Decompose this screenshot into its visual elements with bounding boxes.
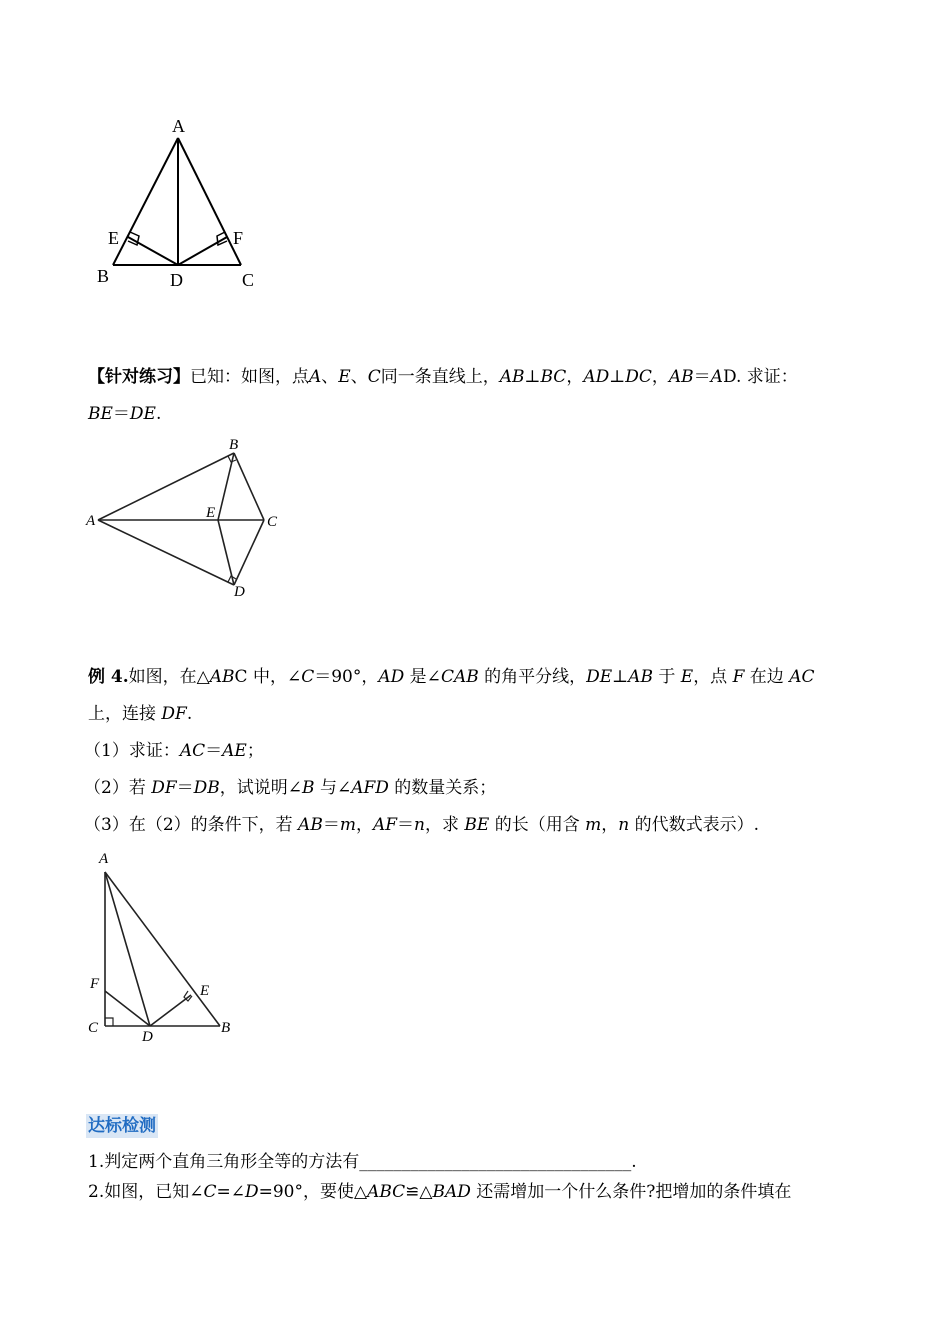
checkpoint-question-1: 1.判定两个直角三角形全等的方法有________________________________.: [88, 1152, 637, 1172]
example4-question-3: （3）在（2）的条件下，若 AB＝m，AF＝n，求 BE 的长（用含 m，n 的代数式表示）.: [84, 815, 759, 835]
figure-1-isosceles-triangle: [90, 110, 270, 295]
segment-DC: [234, 520, 264, 585]
example4-question-1: （1）求证：AC＝AE；: [84, 741, 264, 761]
right-angle-mark-C: [105, 1018, 113, 1026]
checkpoint-question-2: 2.如图，已知∠C=∠D=90°，要使△ABC≌△BAD 还需增加一个什么条件?把增加的条件填在: [88, 1182, 792, 1202]
example4-tag: 例 4.: [88, 667, 129, 687]
segment-DF: [178, 237, 227, 265]
label-B: B: [221, 1020, 231, 1036]
label-F: F: [90, 976, 100, 992]
figure-3-svg: [84, 845, 244, 1050]
label-B: B: [229, 437, 239, 453]
label-C: C: [242, 270, 255, 290]
practice-line-1: 【针对练习】已知：如图，点A、E、C同一条直线上，AB⊥BC，AD⊥DC，AB＝AD. 求证：: [88, 367, 798, 387]
segment-BC: [234, 453, 264, 520]
segment-BE: [218, 453, 234, 520]
example4-line-1: 例 4.如图，在△ABC 中，∠C＝90°，AD 是∠CAB 的角平分线，DE⊥AB 于 E，点 F 在边 AC: [88, 667, 815, 687]
label-F: F: [233, 228, 244, 248]
label-A: A: [99, 851, 109, 867]
example4-question-2: （2）若 DF＝DB，试说明∠B 与∠AFD 的数量关系；: [84, 778, 497, 798]
segment-DE: [150, 995, 191, 1026]
segment-AD: [98, 520, 234, 585]
practice-line-2: BE＝DE.: [88, 404, 162, 424]
label-C: C: [88, 1020, 99, 1036]
label-B: B: [97, 266, 110, 286]
label-E: E: [108, 228, 119, 248]
segment-AD: [105, 872, 150, 1026]
label-D: D: [170, 270, 183, 290]
label-D: D: [142, 1029, 153, 1045]
example4-line-2: 上，连接 DF.: [88, 704, 193, 724]
segment-AB: [105, 872, 220, 1026]
label-A: A: [172, 116, 185, 136]
segment-FD: [105, 991, 150, 1026]
label-C: C: [267, 514, 278, 530]
label-E: E: [206, 505, 216, 521]
figure-1-svg: [90, 110, 270, 295]
practice-tag: 【针对练习】: [88, 367, 190, 387]
figure-2-kite: [82, 435, 292, 605]
segment-DE: [128, 237, 178, 265]
label-A: A: [86, 513, 96, 529]
figure-2-svg: [82, 435, 292, 605]
segment-DE: [218, 520, 234, 585]
label-E: E: [200, 983, 210, 999]
checkpoint-title: 达标检测: [88, 1116, 156, 1136]
label-D: D: [234, 584, 245, 600]
figure-3-right-triangle: [84, 845, 244, 1050]
